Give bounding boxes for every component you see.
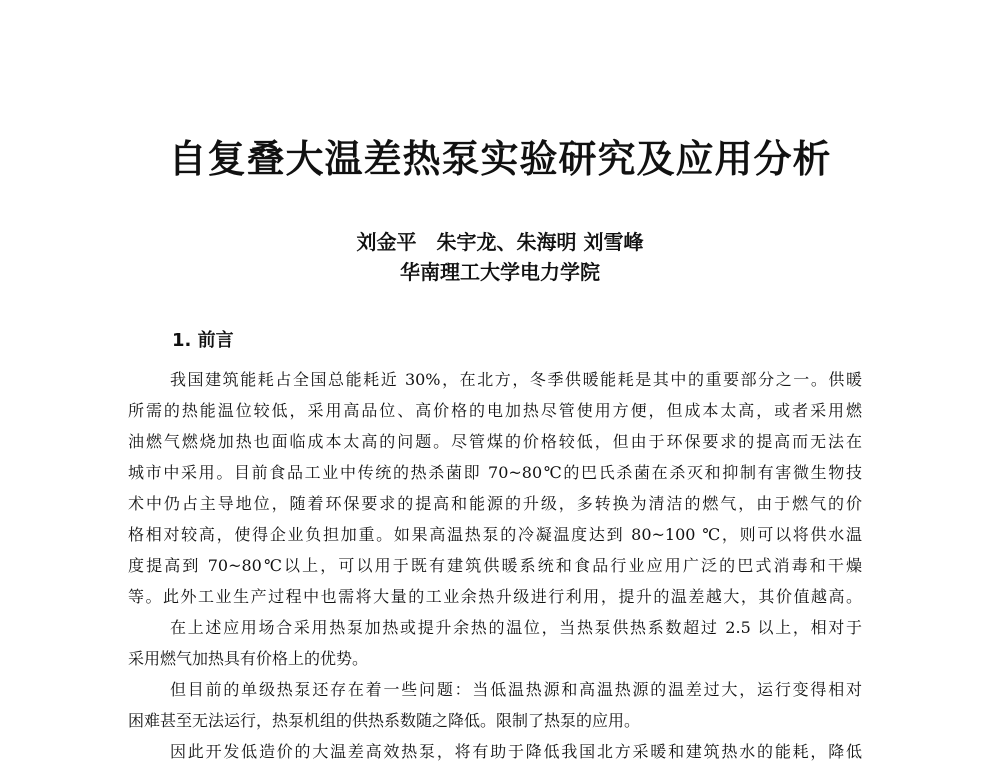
section-heading: 1. 前言 xyxy=(172,330,234,351)
body-line: 油燃气燃烧加热也面临成本太高的问题。尽管煤的价格较低，但由于环保要求的提高而无法在 xyxy=(128,432,862,451)
body-line: 术中仍占主导地位，随着环保要求的提高和能源的升级，多转换为清洁的燃气，由于燃气的价 xyxy=(128,494,862,513)
body-line: 格相对较高，使得企业负担加重。如果高温热泵的冷凝温度达到 80~100 ℃，则可以将供水温 xyxy=(128,525,862,544)
body-line: 我国建筑能耗占全国总能耗近 30%，在北方，冬季供暖能耗是其中的重要部分之一。供暖 xyxy=(170,370,862,389)
body-line: 采用燃气加热具有价格上的优势。 xyxy=(128,649,369,668)
body-line: 度提高到 70~80℃以上，可以用于既有建筑供暖系统和食品行业应用广泛的巴式消毒和干燥 xyxy=(128,556,862,575)
body-line: 但目前的单级热泵还存在着一些问题：当低温热源和高温热源的温差过大，运行变得相对 xyxy=(170,680,862,699)
body-line: 困难甚至无法运行，热泵机组的供热系数随之降低。限制了热泵的应用。 xyxy=(128,711,641,730)
body-line: 等。此外工业生产过程中也需将大量的工业余热升级进行利用，提升的温差越大，其价值越高。 xyxy=(128,587,862,606)
body-line: 在上述应用场合采用热泵加热或提升余热的温位，当热泵供热系数超过 2.5 以上，相对于 xyxy=(170,618,862,637)
authors: 刘金平 朱宇龙、朱海明 刘雪峰 xyxy=(356,230,644,254)
body-line: 城市中采用。目前食品工业中传统的热杀菌即 70~80℃的巴氏杀菌在杀灭和抑制有害微生物技 xyxy=(128,463,862,482)
paper-title: 自复叠大温差热泵实验研究及应用分析 xyxy=(168,137,832,181)
body-line: 因此开发低造价的大温差高效热泵，将有助于降低我国北方采暖和建筑热水的能耗，降低 xyxy=(170,742,862,761)
body-line: 所需的热能温位较低，采用高品位、高价格的电加热尽管使用方便，但成本太高，或者采用燃 xyxy=(128,401,862,420)
affiliation: 华南理工大学电力学院 xyxy=(400,260,600,284)
